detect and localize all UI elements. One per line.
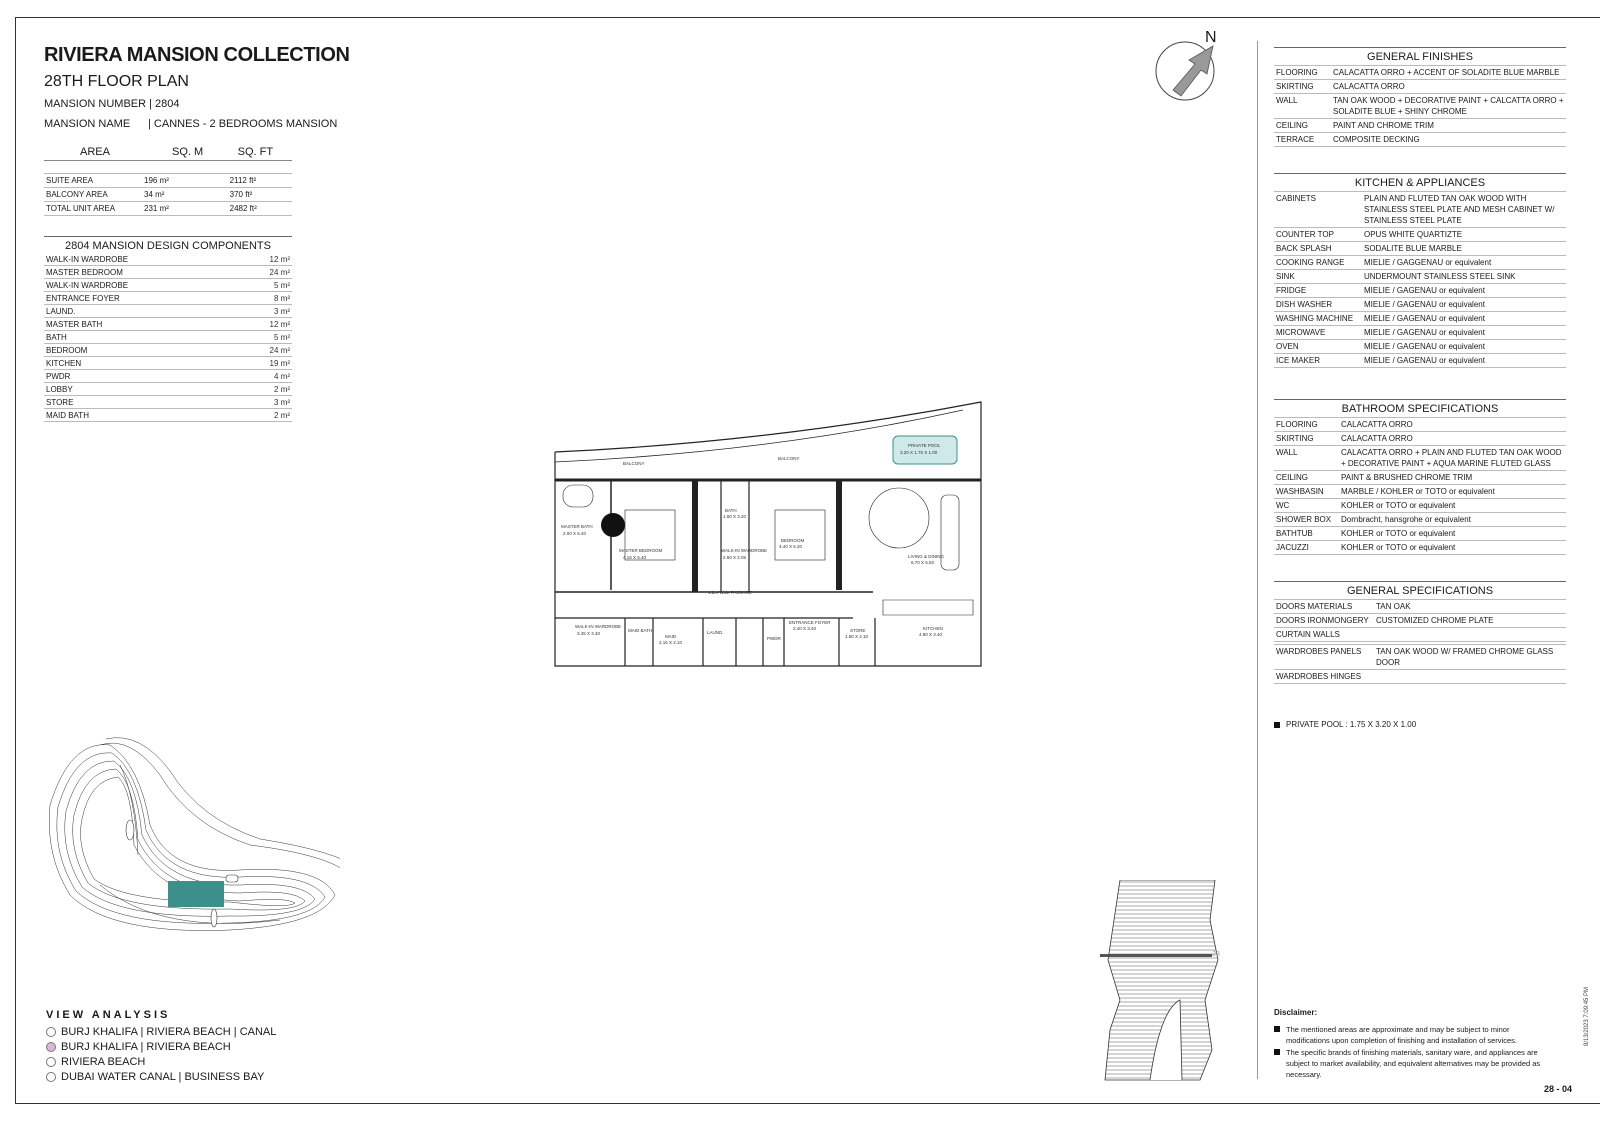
- spec-key: COOKING RANGE: [1276, 258, 1345, 267]
- spec-key: WC: [1276, 501, 1290, 510]
- component-name: BATH: [44, 331, 237, 344]
- spec-key: BATHTUB: [1276, 529, 1313, 538]
- spec-key: MICROWAVE: [1276, 328, 1326, 337]
- spec-row: [1274, 118, 1566, 132]
- floor-marker-bar: [1100, 954, 1212, 957]
- spec-row: [1274, 484, 1566, 498]
- label-dims: 1.60 X 3.20: [723, 514, 747, 519]
- table-row: [44, 409, 292, 422]
- spec-key: FRIDGE: [1276, 286, 1307, 295]
- spec-value: PLAIN AND FLUTED TAN OAK WOOD WITH STAINLESS STEEL PLATE AND MESH CABINET W/ STAINLESS STEEL PLATE: [1364, 194, 1555, 225]
- component-area: 12 m²: [237, 318, 292, 331]
- mansion-name-value: | CANNES - 2 BEDROOMS MANSION: [148, 118, 338, 130]
- spec-key: COUNTER TOP: [1276, 230, 1334, 239]
- table-row: [44, 253, 292, 266]
- spec-key: WASHING MACHINE: [1276, 314, 1354, 323]
- disclaimer-text: The mentioned areas are approximate and may be subject to minor modifications upon completion of finishing and installation of services.: [1286, 1025, 1517, 1045]
- view-option-label: BURJ KHALIFA | RIVIERA BEACH | CANAL: [61, 1026, 277, 1038]
- north-arrow-icon: [1155, 38, 1225, 108]
- component-name: LAUND.: [44, 305, 237, 318]
- spec-key: FLOORING: [1276, 68, 1318, 77]
- spec-value: COMPOSITE DECKING: [1333, 135, 1420, 144]
- col-area: AREA: [44, 143, 142, 161]
- spec-value: [1376, 629, 1564, 640]
- kitchen-appliances: [1274, 173, 1566, 368]
- spec-row: [1274, 325, 1566, 339]
- spec-value: MIELIE / GAGENAU or equivalent: [1364, 300, 1485, 309]
- component-name: MASTER BEDROOM: [44, 266, 237, 279]
- building-section: [1100, 880, 1220, 1082]
- pool-note-text: PRIVATE POOL : 1.75 X 3.20 X 1.00: [1286, 720, 1417, 729]
- spec-key: WARDROBES PANELS: [1276, 647, 1362, 656]
- area-name: SUITE AREA: [44, 174, 142, 188]
- component-name: STORE: [44, 396, 237, 409]
- spec-value: OPUS WHITE QUARTIZTE: [1364, 230, 1463, 239]
- spec-value: TAN OAK: [1376, 602, 1411, 611]
- section-title: KITCHEN & APPLIANCES: [1274, 173, 1566, 191]
- label-master-bedroom: MASTER BEDROOM: [619, 548, 663, 553]
- component-area: 24 m²: [237, 344, 292, 357]
- north-label: N: [1205, 29, 1217, 46]
- components-table: [44, 253, 292, 422]
- component-name: WALK-IN WARDROBE: [44, 253, 237, 266]
- spec-key: DOORS MATERIALS: [1276, 602, 1353, 611]
- label-foyer: ENTRANCE FOYER: [789, 620, 831, 625]
- table-row: [44, 202, 292, 216]
- component-area: 8 m²: [237, 292, 292, 305]
- spec-value: PAINT & BRUSHED CHROME TRIM: [1341, 473, 1473, 482]
- spec-value: CALACATTA ORRO: [1333, 82, 1405, 91]
- disclaimer-text: The specific brands of finishing materials, sanitary ware, and appliances are subject to market availability, and equivalent alternatives may be provided as necessary.: [1286, 1048, 1541, 1079]
- component-area: 19 m²: [237, 357, 292, 370]
- spec-value: CALACATTA ORRO: [1341, 420, 1413, 429]
- spec-key: CABINETS: [1276, 194, 1317, 203]
- spec-key: SKIRTING: [1276, 434, 1314, 443]
- spec-value: MARBLE / KOHLER or TOTO or equivalent: [1341, 487, 1495, 496]
- spec-value: KOHLER or TOTO or equivalent: [1341, 543, 1456, 552]
- spec-value: MIELIE / GAGENAU or equivalent: [1364, 286, 1485, 295]
- table-row: [44, 305, 292, 318]
- spec-row: [1274, 311, 1566, 325]
- label-dims: 2.40 X 3.40: [793, 626, 817, 631]
- label-dims: 6.70 X 5.50: [911, 560, 935, 565]
- label-walkin: WALK-IN WARDROBE: [575, 624, 622, 629]
- view-option-label: BURJ KHALIFA | RIVIERA BEACH: [61, 1041, 231, 1053]
- spec-value: [1376, 671, 1564, 682]
- floor-plan: [553, 400, 985, 670]
- spec-value: Dornbracht, hansgrohe or equivalent: [1341, 515, 1471, 524]
- spec-row: [1274, 241, 1566, 255]
- spec-row: [1274, 283, 1566, 297]
- component-name: MASTER BATH: [44, 318, 237, 331]
- spec-value: CALACATTA ORRO: [1341, 434, 1413, 443]
- spec-key: SINK: [1276, 272, 1295, 281]
- table-row: [44, 266, 292, 279]
- area-name: BALCONY AREA: [44, 188, 142, 202]
- label-passage: 1.2m Wide PASSAGE: [708, 590, 752, 595]
- disclaimer-item: [1274, 1024, 1548, 1046]
- spec-value: TAN OAK WOOD + DECORATIVE PAINT + CALCATTA ORRO + SOLADITE BLUE + SHINY CHROME: [1333, 96, 1564, 116]
- label-pwdr: PWDR: [767, 636, 781, 641]
- spec-row: [1274, 79, 1566, 93]
- spec-row: [1274, 470, 1566, 484]
- page-title: RIVIERA MANSION COLLECTION: [44, 44, 350, 66]
- label-dims: 3.45 X 3.40: [577, 631, 601, 636]
- spec-key: FLOORING: [1276, 420, 1318, 429]
- spec-key: OVEN: [1276, 342, 1299, 351]
- bullet-icon: [1274, 1049, 1280, 1055]
- radio-icon[interactable]: [46, 1027, 56, 1037]
- spec-row: [1274, 65, 1566, 79]
- divider: [1257, 41, 1258, 1079]
- spec-value: MIELIE / GAGENAU or equivalent: [1364, 328, 1485, 337]
- table-row: [44, 174, 292, 188]
- view-option-label: DUBAI WATER CANAL | BUSINESS BAY: [61, 1071, 265, 1083]
- section-title: GENERAL FINISHES: [1274, 47, 1566, 65]
- bathroom-specs: [1274, 399, 1566, 555]
- label-maid-bath: MAID BATH: [628, 628, 653, 633]
- spec-row: [1274, 526, 1566, 540]
- label-bath: BATH: [725, 508, 737, 513]
- spec-value: TAN OAK WOOD W/ FRAMED CHROME GLASS DOOR: [1376, 647, 1554, 667]
- spec-value: CUSTOMIZED CHROME PLATE: [1376, 616, 1494, 625]
- component-area: 5 m²: [237, 279, 292, 292]
- spec-value: PAINT AND CHROME TRIM: [1333, 121, 1434, 130]
- mansion-number: MANSION NUMBER | 2804: [44, 98, 180, 110]
- area-sqm: 231 m²: [142, 202, 228, 216]
- component-name: ENTRANCE FOYER: [44, 292, 237, 305]
- spec-key: WARDROBES HINGES: [1276, 672, 1362, 681]
- component-name: BEDROOM: [44, 344, 237, 357]
- spec-row: [1274, 269, 1566, 283]
- pool-note: [1274, 720, 1416, 729]
- label-kitchen: KITCHEN: [923, 626, 943, 631]
- view-analysis-title: VIEW ANALYSIS: [46, 1009, 171, 1021]
- component-name: PWDR: [44, 370, 237, 383]
- spec-value: UNDERMOUNT STAINLESS STEEL SINK: [1364, 272, 1516, 281]
- spec-key: WASHBASIN: [1276, 487, 1324, 496]
- area-sqft: 2482 ft²: [228, 202, 292, 216]
- spec-value: MIELIE / GAGGENAU or equivalent: [1364, 258, 1492, 267]
- spec-row: [1274, 132, 1566, 146]
- table-row: [44, 357, 292, 370]
- label-living: LIVING & DINING: [908, 554, 945, 559]
- table-row: [44, 318, 292, 331]
- page-number: 28 - 04: [1544, 1084, 1573, 1094]
- table-row: [44, 188, 292, 202]
- table-row: [44, 292, 292, 305]
- spec-row: [1274, 339, 1566, 353]
- spec-row: [1274, 297, 1566, 311]
- component-name: WALK-IN WARDROBE: [44, 279, 237, 292]
- label-dims: 2.00 X 5.40: [563, 531, 587, 536]
- spec-row: [1274, 191, 1566, 227]
- spec-row: [1274, 93, 1566, 118]
- spec-row: [1274, 353, 1566, 367]
- spec-key: ICE MAKER: [1276, 356, 1321, 365]
- spec-value: KOHLER or TOTO or equivalent: [1341, 501, 1456, 510]
- spec-row: [1274, 445, 1566, 470]
- area-sqft: 2112 ft²: [228, 174, 292, 188]
- bullet-icon: [1274, 722, 1280, 728]
- disclaimer-title: Disclaimer:: [1274, 1008, 1318, 1017]
- spec-value: MIELIE / GAGENAU or equivalent: [1364, 314, 1485, 323]
- spec-key: CURTAIN WALLS: [1276, 630, 1340, 639]
- spec-key: TERRACE: [1276, 135, 1315, 144]
- floor-plan-title: 28TH FLOOR PLAN: [44, 73, 189, 90]
- label-walkin: WALK-IN WARDROBE: [721, 548, 768, 553]
- component-area: 24 m²: [237, 266, 292, 279]
- label-dims: 2.50 X 2.05: [723, 555, 747, 560]
- radio-icon[interactable]: [46, 1057, 56, 1067]
- spec-row: [1274, 417, 1566, 431]
- label-balcony: BALCONY: [623, 461, 645, 466]
- bullet-icon: [1274, 1026, 1280, 1032]
- spec-value: CALACATTA ORRO + ACCENT OF SOLADITE BLUE MARBLE: [1333, 68, 1560, 77]
- component-area: 3 m²: [237, 305, 292, 318]
- spec-key: DISH WASHER: [1276, 300, 1333, 309]
- spec-row: [1274, 227, 1566, 241]
- disclaimer-item: [1274, 1047, 1548, 1080]
- spec-key: WALL: [1276, 96, 1298, 105]
- label-dims: 1.60 X 2.10: [845, 634, 869, 639]
- spec-row: [1274, 627, 1566, 641]
- view-option[interactable]: [46, 1071, 264, 1083]
- spec-row: [1274, 255, 1566, 269]
- component-area: 12 m²: [237, 253, 292, 266]
- section-title: BATHROOM SPECIFICATIONS: [1274, 399, 1566, 417]
- label-pool-dims: 3.20 X 1.75 X 1.00: [900, 450, 938, 455]
- spec-row: [1274, 540, 1566, 554]
- table-row: [44, 344, 292, 357]
- area-sqm: 196 m²: [142, 174, 228, 188]
- spec-value: MIELIE / GAGENAU or equivalent: [1364, 356, 1485, 365]
- spec-row: [1274, 431, 1566, 445]
- table-row: [44, 383, 292, 396]
- spec-value: MIELIE / GAGENAU or equivalent: [1364, 342, 1485, 351]
- radio-icon[interactable]: [46, 1072, 56, 1082]
- spec-value: SODALITE BLUE MARBLE: [1364, 244, 1462, 253]
- col-sqm: SQ. M: [142, 143, 228, 161]
- area-sqm: 34 m²: [142, 188, 228, 202]
- component-area: 3 m²: [237, 396, 292, 409]
- spec-row: [1274, 599, 1566, 613]
- unit-highlight: [168, 881, 224, 907]
- radio-selected-icon[interactable]: [46, 1042, 56, 1052]
- label-laund: LAUND.: [707, 630, 724, 635]
- view-option-label: RIVIERA BEACH: [61, 1056, 146, 1068]
- label-balcony: BALCONY: [778, 456, 800, 461]
- label-dims: 4.80 X 3.40: [919, 632, 943, 637]
- site-plan: [40, 735, 340, 965]
- floor-marker-label: 28: [1212, 951, 1220, 958]
- spec-row: [1274, 644, 1566, 669]
- component-area: 2 m²: [237, 409, 292, 422]
- timestamp: 8/13/2023 7:09:45 PM: [1584, 986, 1590, 1046]
- spec-key: CEILING: [1276, 121, 1309, 130]
- spec-key: JACUZZI: [1276, 543, 1309, 552]
- table-row: [44, 370, 292, 383]
- label-bedroom: BEDROOM: [781, 538, 805, 543]
- mansion-name-label: MANSION NAME: [44, 118, 131, 130]
- spec-key: BACK SPLASH: [1276, 244, 1332, 253]
- spec-key: CEILING: [1276, 473, 1309, 482]
- area-sqft: 370 ft²: [228, 188, 292, 202]
- spec-key: SKIRTING: [1276, 82, 1314, 91]
- label-dims: 2.15 X 2.10: [659, 640, 683, 645]
- table-row: [44, 279, 292, 292]
- general-finishes: [1274, 47, 1566, 147]
- spec-row: [1274, 498, 1566, 512]
- section-title: GENERAL SPECIFICATIONS: [1274, 581, 1566, 599]
- general-specs: [1274, 581, 1566, 684]
- col-sqft: SQ. FT: [228, 143, 292, 161]
- component-name: MAID BATH: [44, 409, 237, 422]
- area-table: [44, 143, 292, 216]
- label-maid: MAID: [665, 634, 677, 639]
- spec-row: [1274, 613, 1566, 627]
- spec-row: [1274, 512, 1566, 526]
- label-dims: 4.15 X 5.40: [623, 555, 647, 560]
- component-name: LOBBY: [44, 383, 237, 396]
- view-option[interactable]: [46, 1026, 276, 1038]
- view-option[interactable]: [46, 1041, 231, 1053]
- component-area: 5 m²: [237, 331, 292, 344]
- spec-value: KOHLER or TOTO or equivalent: [1341, 529, 1456, 538]
- spec-key: WALL: [1276, 448, 1298, 457]
- spec-row: [1274, 669, 1566, 683]
- label-store: STORE: [850, 628, 866, 633]
- view-option[interactable]: [46, 1056, 145, 1068]
- label-private-pool: PRIVATE POOL: [908, 443, 941, 448]
- area-name: TOTAL UNIT AREA: [44, 202, 142, 216]
- table-row: [44, 331, 292, 344]
- spec-key: SHOWER BOX: [1276, 515, 1332, 524]
- spec-value: CALACATTA ORRO + PLAIN AND FLUTED TAN OAK WOOD + DECORATIVE PAINT + AQUA MARINE FLUTED GLASS: [1341, 448, 1562, 468]
- label-dims: 4.40 X 5.20: [779, 544, 803, 549]
- component-area: 2 m²: [237, 383, 292, 396]
- components-title: 2804 MANSION DESIGN COMPONENTS: [44, 236, 292, 252]
- component-name: KITCHEN: [44, 357, 237, 370]
- label-master-bath: MASTER BATH: [561, 524, 593, 529]
- component-area: 4 m²: [237, 370, 292, 383]
- spec-key: DOORS IRONMONGERY: [1276, 616, 1369, 625]
- table-row: [44, 396, 292, 409]
